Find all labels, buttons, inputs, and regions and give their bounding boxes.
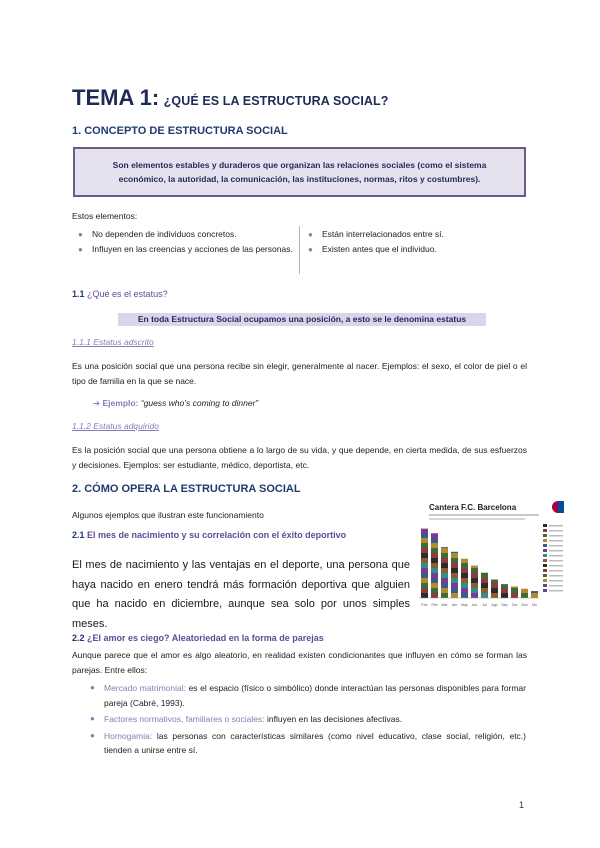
bar-May-segment [461,559,468,563]
bar-Feb-segment [431,573,438,578]
x-tick-label: Oct [511,603,518,607]
bar-Feb-segment [431,538,438,543]
list-item: ● Están interrelacionados entre sí. [308,229,444,239]
x-tick-label: Ene [421,603,428,607]
section-2-2-heading: 2.2 ¿El amor es ciego? Aleatoriedad en la forma de parejas [72,633,324,643]
arrow-icon: ➔ [93,398,101,408]
bar-Mar-segment [441,573,448,578]
bar-Abr-segment [451,593,458,598]
legend-swatch [543,529,547,532]
bar-Mar-segment [441,558,448,563]
couples-intro-text: Aunque parece que el amor es algo aleatorio, en realidad existen condicionantes que influyen en cómo se forman las parejas. Entre ellos: [72,650,527,675]
definition-box [73,147,526,197]
bar-Ene-segment [421,583,428,588]
legend-label-line [549,590,563,592]
bar-Nov-segment [521,593,528,598]
example-quote: “guess who’s coming to dinner” [140,398,259,408]
bar-Feb-segment [431,593,438,598]
bar-Ene-segment [421,563,428,568]
legend-label-line [549,560,563,562]
bar-Jun-segment [471,566,478,568]
bar-Ene-segment [421,543,428,548]
bar-Mar-segment [441,583,448,588]
list-item: ● Homogamia: las personas con características similares (como nivel educativo, clase social, religión, etc.) tienden a unirse entre sí. [90,730,526,755]
bullet-icon: ● [308,230,313,239]
bar-Jul-segment [481,573,488,578]
legend-swatch [543,554,547,557]
bar-May-segment [461,568,468,573]
bullet-icon: ● [78,230,83,239]
bar-Mar-segment [441,548,448,553]
legend-label-line [549,550,563,552]
x-tick-label: May [461,603,468,607]
couples-factors-list [88,681,526,760]
bar-Ago-segment [491,583,498,588]
bar-May-segment [461,563,468,568]
bar-Ene-segment [421,588,428,593]
bar-Mar-segment [441,553,448,558]
bar-Feb-segment [431,543,438,548]
bar-Jun-segment [471,588,478,593]
bullets-right [306,228,516,258]
definition-text: Son elementos estables y duraderos que organizan las relaciones sociales (como el sistema económico, la autoridad, la comunicación, las instituciones, normas, ritos y costumbres). [112,160,487,184]
bar-Ene-segment [421,558,428,563]
legend-label-line [549,570,563,572]
legend-label-line [549,530,563,532]
bar-Oct-segment [511,593,518,598]
bar-Nov-segment [521,589,528,593]
legend-swatch [543,564,547,567]
bullet-icon: ● [90,714,95,723]
bar-Jul-segment [481,588,488,593]
list-item: ● Mercado matrimonial: es el espacio (físico o simbólico) donde interactúan las personas disponibles para formar pareja (Cabré, 1993). [90,683,526,708]
legend-swatch [543,534,547,537]
x-tick-label: Dic [531,603,538,607]
list-item: ● No dependen de individuos concretos. [78,229,237,239]
legend-swatch [543,549,547,552]
bar-Jul-segment [481,593,488,598]
bar-Feb-segment [431,568,438,573]
bar-Mar-segment [441,588,448,593]
legend-swatch [543,524,547,527]
legend-swatch [543,544,547,547]
bar-Jun-segment [471,593,478,598]
bar-Ene-segment [421,568,428,573]
list-item: ● Influyen en las creencias y acciones de las personas. [78,244,293,254]
bar-Abr-segment [451,558,458,563]
example-line [93,398,258,409]
bar-Ene-segment [421,533,428,538]
x-tick-label: Nov [521,603,528,607]
x-tick-label: Mar [441,603,448,607]
bar-Abr-segment [451,573,458,578]
bar-Jun-segment [471,568,478,573]
achieved-status-text: Es la posición social que una persona obtiene a lo largo de su vida, y que depende, en cierta medida, de sus esfuerzos y decisiones. Ejemplos: ser estudiante, médico, deportista, etc. [72,445,527,470]
section-1-1-1-heading: 1.1.1 Estatus adscrito [72,337,154,347]
bar-Ene-segment [421,593,428,598]
legend-label-line [549,540,563,542]
legend-swatch [543,589,547,592]
bar-Ene-segment [421,578,428,583]
bar-Feb-segment [431,578,438,583]
bar-May-segment [461,583,468,588]
bar-Sep-segment [501,584,508,588]
bar-Mar-segment [441,563,448,568]
title-sub: ¿QUÉ ES LA ESTRUCTURA SOCIAL? [163,94,389,108]
legend-label-line [549,535,563,537]
bar-May-segment [461,593,468,598]
bar-Ene-segment [421,529,428,533]
x-tick-label: Feb [431,603,438,607]
section-1-1-2-heading: 1.1.2 Estatus adquirido [72,421,159,431]
bar-Dic-segment [531,593,538,598]
bar-Feb-segment [431,588,438,593]
page-number: 1 [519,800,525,810]
bar-Mar-segment [441,593,448,598]
bar-Abr-segment [451,578,458,583]
bar-Ene-segment [421,538,428,543]
bar-Abr-segment [451,588,458,593]
bar-May-segment [461,573,468,578]
bar-Mar-segment [441,547,448,548]
legend-swatch [543,579,547,582]
birth-month-chart [415,498,571,610]
bar-Mar-segment [441,578,448,583]
bar-Feb-segment [431,553,438,558]
bar-Jun-segment [471,573,478,578]
bar-Ago-segment [491,593,498,598]
bar-Jul-segment [481,583,488,588]
bullet-icon: ● [90,683,95,692]
x-tick-label: Ago [491,603,498,607]
birth-month-text: El mes de nacimiento y las ventajas en el deporte, una persona que haya nacido en enero tendrá más formación deportiva que alguien que ha nacido en diciembre, aunque sea solo por unos simples meses. [72,559,410,630]
bar-Abr-segment [451,568,458,573]
bar-Feb-segment [431,533,438,538]
chart-svg [415,498,571,610]
crest-icon-stripe [558,501,564,513]
example-label: Ejemplo: [102,398,139,408]
section-1-1-heading: 1.1 ¿Qué es el estatus? [72,289,168,299]
list-item: ● Factores normativos, familiares o sociales: influyen en las decisiones afectivas. [88,712,526,727]
bar-Dic-segment [531,591,538,593]
bar-Feb-segment [431,563,438,568]
bar-Abr-segment [451,552,458,553]
legend-label-line [549,545,563,547]
x-tick-label: Jul [482,603,487,607]
status-highlight: En toda Estructura Social ocupamos una posición, a esto se le denomina estatus [118,313,486,326]
section-2-intro: Algunos ejemplos que ilustran este funcionamiento [72,510,264,520]
bar-Sep-segment [501,588,508,593]
section-2-1-heading: 2.1 El mes de nacimiento y su correlación con el éxito deportivo [72,530,347,540]
x-tick-label: Abr [451,603,458,607]
bar-Jun-segment [471,578,478,583]
section-1-heading: 1. CONCEPTO DE ESTRUCTURA SOCIAL [72,125,288,137]
legend-swatch [543,584,547,587]
bar-Jul-segment [481,578,488,583]
legend-label-line [549,585,563,587]
ascribed-status-text: Es una posición social que una persona recibe sin elegir, generalmente al nacer. Ejemplos: el sexo, el color de piel o el tipo de familia en la que se nace. [72,361,527,386]
bar-Mar-segment [441,568,448,573]
bar-Ene-segment [421,553,428,558]
list-item: ● Existen antes que el individuo. [308,244,437,254]
legend-label-line [549,575,563,577]
bar-Ago-segment [491,580,498,584]
legend-swatch [543,574,547,577]
bar-May-segment [461,578,468,583]
page-title [72,85,389,111]
elements-intro: Estos elementos: [72,211,138,221]
x-tick-label: Jun [471,603,478,607]
legend-label-line [549,525,563,527]
legend-swatch [543,569,547,572]
bar-Feb-segment [431,583,438,588]
x-tick-label: Sep [501,603,508,607]
bar-Ene-segment [421,548,428,553]
bar-Ene-segment [421,573,428,578]
section-2-heading: 2. CÓMO OPERA LA ESTRUCTURA SOCIAL [72,483,301,495]
bar-Jun-segment [471,583,478,588]
bullet-icon: ● [78,245,83,254]
legend-label-line [549,555,563,557]
chart-title: Cantera F.C. Barcelona [429,503,517,512]
bar-Ago-segment [491,588,498,593]
bar-Feb-segment [431,558,438,563]
bar-Abr-segment [451,563,458,568]
chart-subtitle-line [429,514,539,516]
legend-label-line [549,565,563,567]
bar-May-segment [461,588,468,593]
bullet-icon: ● [308,245,313,254]
bar-Feb-segment [431,548,438,553]
legend-swatch [543,559,547,562]
legend-swatch [543,539,547,542]
bar-Abr-segment [451,583,458,588]
bullets-left [76,228,294,258]
bullet-icon: ● [90,730,95,740]
legend-label-line [549,580,563,582]
bar-Sep-segment [501,593,508,598]
column-divider [299,226,300,274]
title-main: TEMA 1: [72,85,160,110]
bar-Abr-segment [451,553,458,558]
chart-subtitle-line [429,518,525,520]
bar-Oct-segment [511,586,518,588]
bar-Oct-segment [511,588,518,593]
